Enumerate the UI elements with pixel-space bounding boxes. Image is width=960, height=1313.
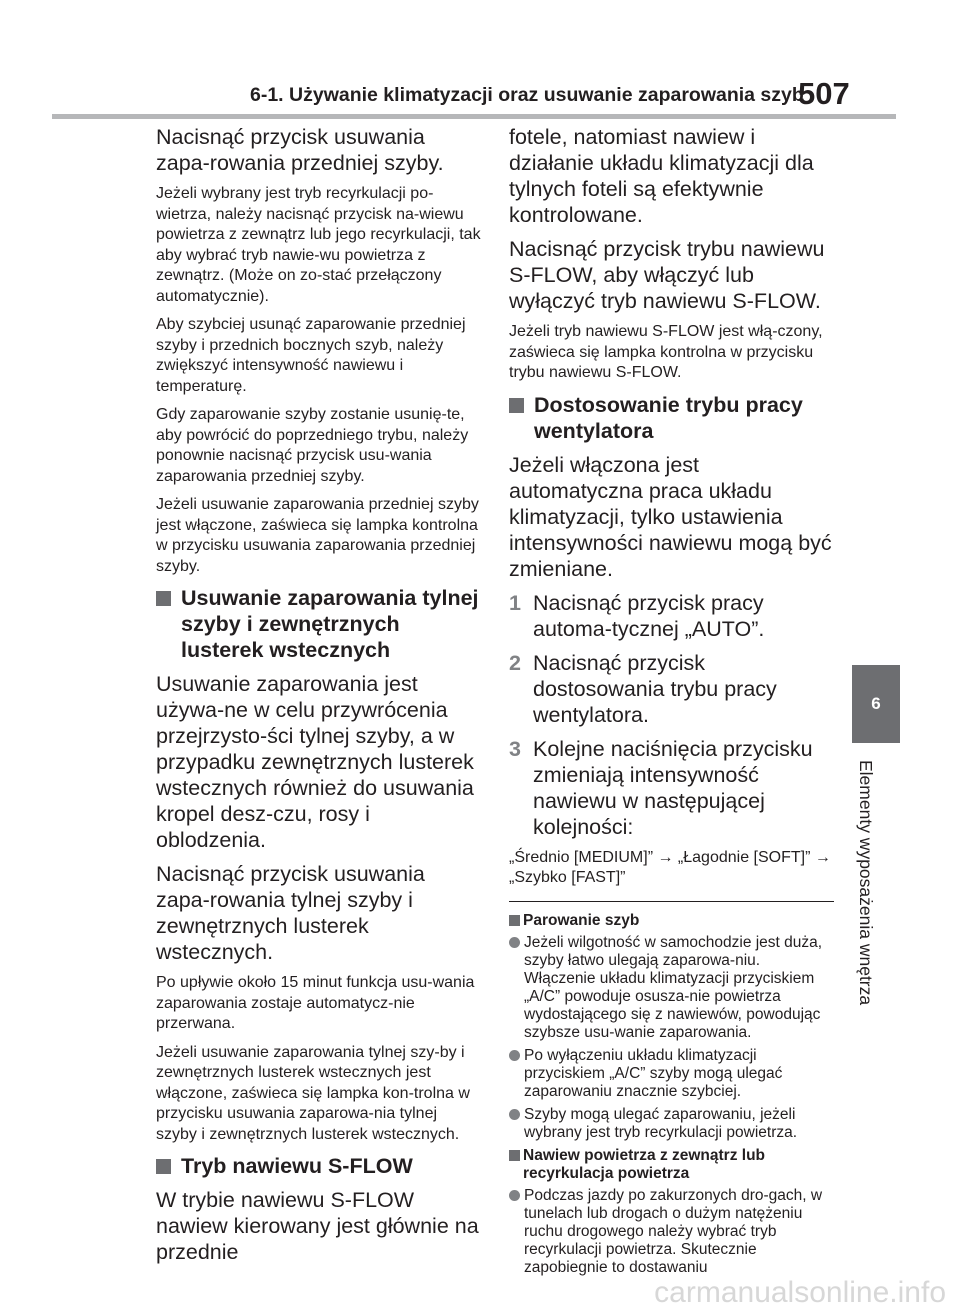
paragraph: Jeżeli włączona jest automatyczna praca układu klimatyzacji, tylko ustawienia intensywności nawiewu mogą być zmieniane. — [509, 452, 832, 581]
paragraph: Jeżeli wybrany jest tryb recyrkulacji po-wietrza, należy nacisnąć przycisk na-wiewu powietrza z zewnątrz lub jego recyrkulacji, tak aby wybrać tryb nawie-wu powietrza z zewnątrz. (Może on zo-stać przełączony automatycznie). — [156, 185, 481, 305]
square-bullet-icon — [156, 591, 171, 606]
section-heading-text: Dostosowanie trybu pracy wentylatora — [534, 392, 803, 443]
circle-bullet-icon — [509, 937, 520, 948]
step-number: 2 — [509, 650, 521, 675]
note-bullet — [509, 1106, 834, 1142]
circle-bullet-icon — [509, 1190, 520, 1201]
note-bullet-text: Po wyłączeniu układu klimatyzacji przyciskiem „A/C” szyby mogą ulegać zaparowaniu znacznie szybciej. — [524, 1046, 783, 1100]
circle-bullet-icon — [509, 1109, 520, 1120]
square-bullet-icon — [156, 1159, 171, 1174]
step-item — [509, 590, 834, 642]
paragraph: Jeżeli tryb nawiewu S-FLOW jest włą-czony, zaświeca się lampka kontrolna w przycisku trybu nawiewu S-FLOW. — [509, 323, 823, 381]
watermark: carmanualsonline.info — [654, 1276, 946, 1309]
step-item — [509, 736, 834, 840]
paragraph: Jeżeli usuwanie zaparowania tylnej szy-by i zewnętrznych lusterek wstecznych jest włączone, zaświeca się lampka kon-trolna w przycisku usuwania zaparowa-nia tylnej szyby i zewnętrznych lusterek wstecznych. — [156, 1043, 470, 1143]
step-item — [509, 650, 834, 728]
paragraph: Usuwanie zaparowania jest używa-ne w celu przywrócenia przejrzysto-ści tylnej szyby, a w przypadku zewnętrznych lusterek wstecznych również do usuwania kropel desz-czu, rosy i oblodzenia. — [156, 672, 474, 852]
paragraph: Gdy zaparowanie szyby zostanie usunię-te, aby powrócić do poprzedniego trybu, należy ponownie nacisnąć przycisk usu-wania zaparowania przedniej szyby. — [156, 406, 469, 485]
paragraph: Aby szybciej usunąć zaparowanie przedniej szyby i przednich bocznych szyb, należy zwiększyć intensywność nawiewu i temperaturę. — [156, 316, 466, 395]
note-bullet — [509, 1187, 834, 1277]
note-heading — [509, 912, 834, 930]
section-heading-text: Usuwanie zaparowania tylnej szyby i zewnętrznych lusterek wstecznych — [181, 586, 479, 662]
circle-bullet-icon — [509, 1050, 520, 1061]
sequence-text: „Średnio [MEDIUM]” → „Łagodnie [SOFT]” → „Szybko [FAST]” — [509, 848, 831, 886]
note-bullet-text: Podczas jazdy po zakurzonych dro-gach, w tunelach lub drogach o dużym natężeniu ruchu drogowego należy wybrać tryb recyrkulacji powietrza. Skutecznie zapobiegnie to dostawaniu — [524, 1186, 823, 1276]
step-text: Nacisnąć przycisk dostosowania trybu pracy wentylatora. — [533, 650, 777, 727]
section-heading — [509, 392, 834, 444]
note-bullet-text: Szyby mogą ulegać zaparowaniu, jeżeli wybrany jest tryb recyrkulacji powietrza. — [524, 1105, 798, 1141]
section-header-title: 6-1. Używanie klimatyzacji oraz usuwanie zaparowania szyb — [250, 84, 804, 106]
square-bullet-icon — [509, 915, 520, 926]
square-bullet-icon — [509, 1150, 520, 1161]
chapter-title-vertical: Elementy wyposażenia wnętrza — [856, 760, 876, 1006]
step-text: Kolejne naciśnięcia przycisku zmieniają intensywność nawiewu w następującej kolejności: — [533, 736, 813, 839]
section-heading — [156, 585, 482, 663]
paragraph: W trybie nawiewu S-FLOW nawiew kierowany jest głównie na przednie — [156, 1188, 479, 1264]
square-bullet-icon — [509, 398, 524, 413]
section-heading — [156, 1153, 482, 1179]
note-bullet — [509, 1047, 834, 1101]
chapter-tab: 6 — [852, 665, 900, 743]
right-column — [509, 124, 834, 1282]
paragraph: Po upływie około 15 minut funkcja usu-wania zaparowania zostaje automatycz-nie przerwana. — [156, 974, 475, 1032]
paragraph: Nacisnąć przycisk usuwania zapa-rowania przedniej szyby. — [156, 125, 444, 175]
note-bullet — [509, 934, 834, 1042]
paragraph: Nacisnąć przycisk trybu nawiewu S-FLOW, aby włączyć lub wyłączyć tryb nawiewu S-FLOW. — [509, 237, 825, 313]
step-text: Nacisnąć przycisk pracy automa-tycznej „AUTO”. — [533, 590, 765, 641]
step-number: 1 — [509, 590, 521, 615]
page-number: 507 — [798, 76, 850, 111]
paragraph: fotele, natomiast nawiew i działanie układu klimatyzacji dla tylnych foteli są efektywnie kontrolowane. — [509, 125, 814, 227]
note-divider — [509, 901, 834, 902]
note-heading — [509, 1147, 834, 1183]
note-heading-text: Parowanie szyb — [523, 911, 640, 929]
header-rule — [52, 114, 896, 119]
note-heading-text: Nawiew powietrza z zewnątrz lub recyrkulacja powietrza — [523, 1146, 766, 1182]
note-bullet-text: Jeżeli wilgotność w samochodzie jest duża, szyby łatwo ulegają zaparowa-niu. Włączenie układu klimatyzacji przyciskiem „A/C” powoduje osusza-nie powietrza wydostającego się z nawiewów, powodując szybsze usu-wanie zaparowania. — [524, 933, 823, 1041]
section-heading-text: Tryb nawiewu S-FLOW — [181, 1154, 413, 1178]
paragraph: Jeżeli usuwanie zaparowania przedniej szyby jest włączone, zaświeca się lampka kontrolna w przycisku usuwania zaparowania przedniej szyby. — [156, 496, 479, 575]
paragraph: Nacisnąć przycisk usuwania zapa-rowania tylnej szyby i zewnętrznych lusterek wstecznych. — [156, 862, 425, 964]
step-number: 3 — [509, 736, 521, 761]
left-column — [156, 124, 482, 1273]
